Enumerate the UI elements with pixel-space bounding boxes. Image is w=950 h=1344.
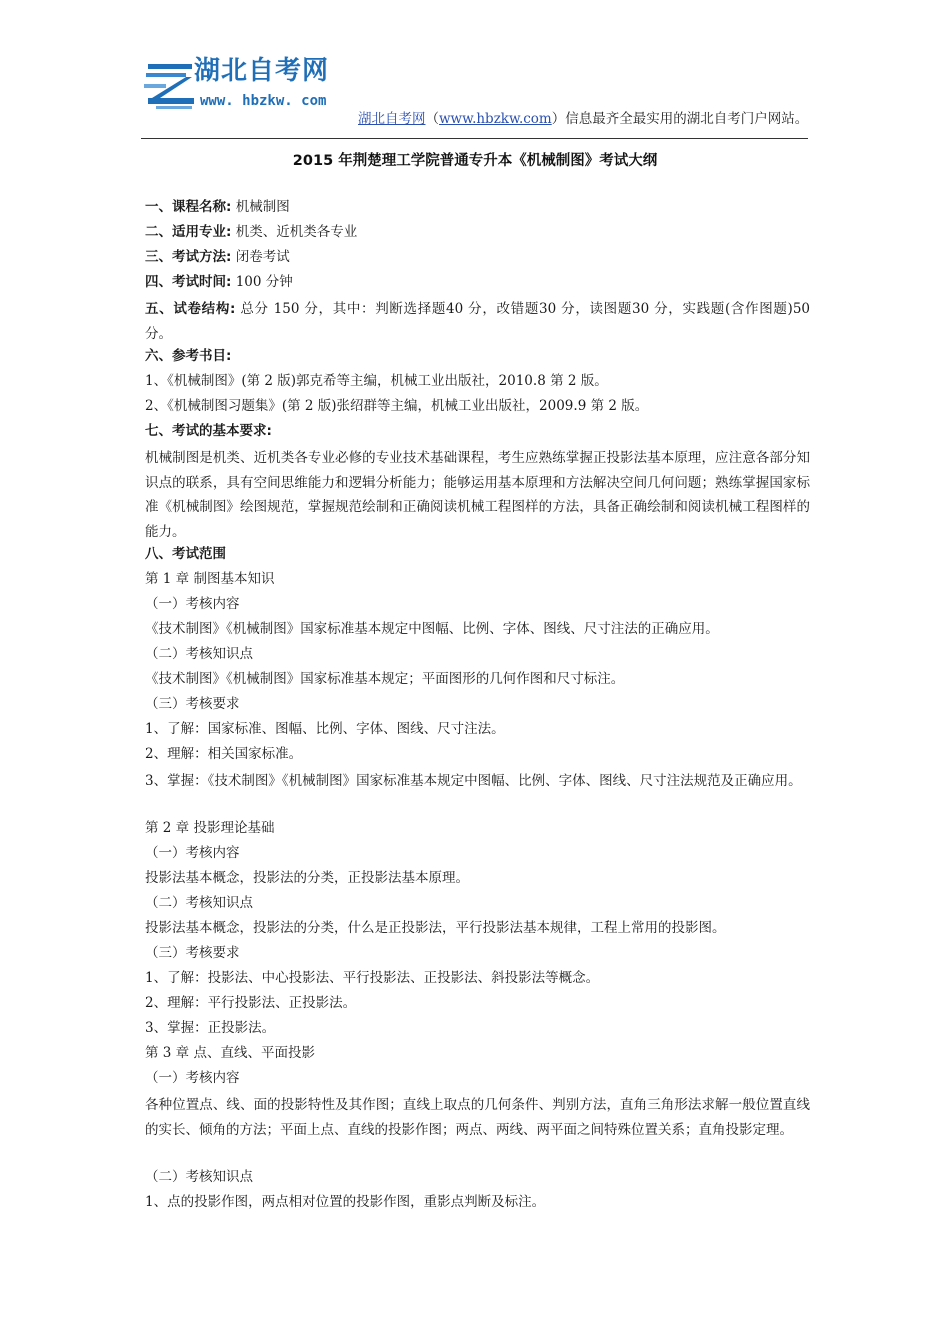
logo-url: www. hbzkw. com — [200, 93, 327, 109]
subsection-heading: （一）考核内容 — [145, 845, 240, 861]
exam-method-row — [145, 247, 810, 272]
list-item: 2、理解：平行投影法、正投影法。 — [145, 995, 357, 1011]
major-value: 机类、近机类各专业 — [235, 224, 358, 240]
document-title: 2015 年荆楚理工学院普通专升本《机械制图》考试大纲 — [292, 153, 658, 169]
site-name-link[interactable]: 湖北自考网 — [358, 111, 426, 127]
paragraph: 各种位置点、线、面的投影特性及其作图；直线上取点的几何条件、判别方法，直角三角形法求解一般位置直线的实长、倾角的方法；平面上点、直线的投影作图；两点、两线、两平面之间特殊位置关系；直角投影定理。 — [145, 1097, 810, 1138]
exam-time-row — [145, 272, 810, 297]
paragraph: 《技术制图》《机械制图》国家标准基本规定中图幅、比例、字体、图线、尺寸注法的正确应用。 — [145, 621, 719, 637]
subsection-heading: （二）考核知识点 — [145, 1168, 253, 1185]
exam-time-value: 100 分钟 — [235, 274, 293, 290]
z-stripes-logo-icon — [142, 58, 198, 112]
exam-time-label: 四、考试时间: — [145, 274, 232, 290]
list-item: 1、点的投影作图，两点相对位置的投影作图，重影点判断及标注。 — [145, 1193, 546, 1210]
chapter-title: 第 1 章 制图基本知识 — [145, 571, 275, 587]
site-description: ）信息最齐全最实用的湖北自考门户网站。 — [551, 111, 809, 127]
list-item: 2、理解：相关国家标准。 — [145, 746, 303, 762]
paper-structure-label: 五、试卷结构: — [145, 301, 236, 317]
logo-text: 湖北自考网 — [194, 56, 330, 86]
list-item: 1、了解：国家标准、图幅、比例、字体、图线、尺寸注法。 — [145, 721, 505, 737]
header-divider — [141, 138, 808, 139]
chapter-title: 第 3 章 点、直线、平面投影 — [145, 1045, 315, 1061]
course-name-row — [145, 197, 810, 222]
subsection-heading: （三）考核要求 — [145, 945, 240, 961]
references-heading — [145, 346, 810, 371]
course-name-value: 机械制图 — [235, 199, 290, 215]
chapter-title: 第 2 章 投影理论基础 — [145, 820, 275, 836]
list-item: 1、了解：投影法、中心投影法、平行投影法、正投影法、斜投影法等概念。 — [145, 970, 600, 986]
scope-label: 八、考试范围 — [145, 546, 226, 562]
paper-structure-row — [145, 297, 810, 346]
course-name-label: 一、课程名称: — [145, 199, 232, 215]
site-url-link[interactable]: www.hbzkw.com — [439, 111, 552, 127]
paragraph: 投影法基本概念，投影法的分类，正投影法基本原理。 — [145, 870, 469, 886]
references-label: 六、参考书目: — [145, 348, 232, 364]
paper-structure-value: 总分 150 分，其中：判断选择题40 分，改错题30 分，读图题30 分，实践题(含作图题)50 分。 — [145, 301, 810, 342]
paragraph: 投影法基本概念，投影法的分类，什么是正投影法，平行投影法基本规律，工程上常用的投影图。 — [145, 920, 726, 936]
reference-item: 2、《机械制图习题集》(第 2 版)张绍群等主编，机械工业出版社，2009.9 第 2 版。 — [145, 398, 649, 414]
exam-method-value: 闭卷考试 — [235, 249, 290, 265]
paren-open: （ — [425, 111, 439, 127]
subsection-heading: （三）考核要求 — [145, 696, 240, 712]
subsection-heading: （一）考核内容 — [145, 1070, 240, 1086]
exam-method-label: 三、考试方法: — [145, 249, 232, 265]
requirements-paragraph: 机械制图是机类、近机类各专业必修的专业技术基础课程，考生应熟练掌握正投影法基本原理，应注意各部分知识点的联系，具有空间思维能力和逻辑分析能力；能够运用基本原理和方法解决空间几何问题；熟练掌握国家标准《机械制图》绘图规范，掌握规范绘制和正确阅读机械工程图样的方法，具备正确绘制和阅读机械工程图样的能力。 — [145, 450, 810, 540]
major-label: 二、适用专业: — [145, 224, 232, 240]
requirements-heading — [145, 421, 810, 446]
reference-item: 1、《机械制图》(第 2 版)郭克希等主编，机械工业出版社，2010.8 第 2 版。 — [145, 373, 608, 389]
document-body — [145, 197, 810, 1217]
subsection-heading: （二）考核知识点 — [145, 646, 253, 662]
requirements-label: 七、考试的基本要求: — [145, 423, 272, 439]
list-item: 3、掌握：正投影法。 — [145, 1020, 276, 1036]
major-row — [145, 222, 810, 247]
scope-heading — [145, 544, 810, 569]
list-item: 3、掌握：《技术制图》《机械制图》国家标准基本规定中图幅、比例、字体、图线、尺寸注法规范及正确应用。 — [145, 773, 802, 789]
paragraph: 《技术制图》《机械制图》国家标准基本规定；平面图形的几何作图和尺寸标注。 — [145, 671, 625, 687]
subsection-heading: （二）考核知识点 — [145, 895, 253, 911]
site-header-line — [358, 107, 808, 127]
site-logo[interactable] — [142, 56, 357, 116]
subsection-heading: （一）考核内容 — [145, 596, 240, 612]
